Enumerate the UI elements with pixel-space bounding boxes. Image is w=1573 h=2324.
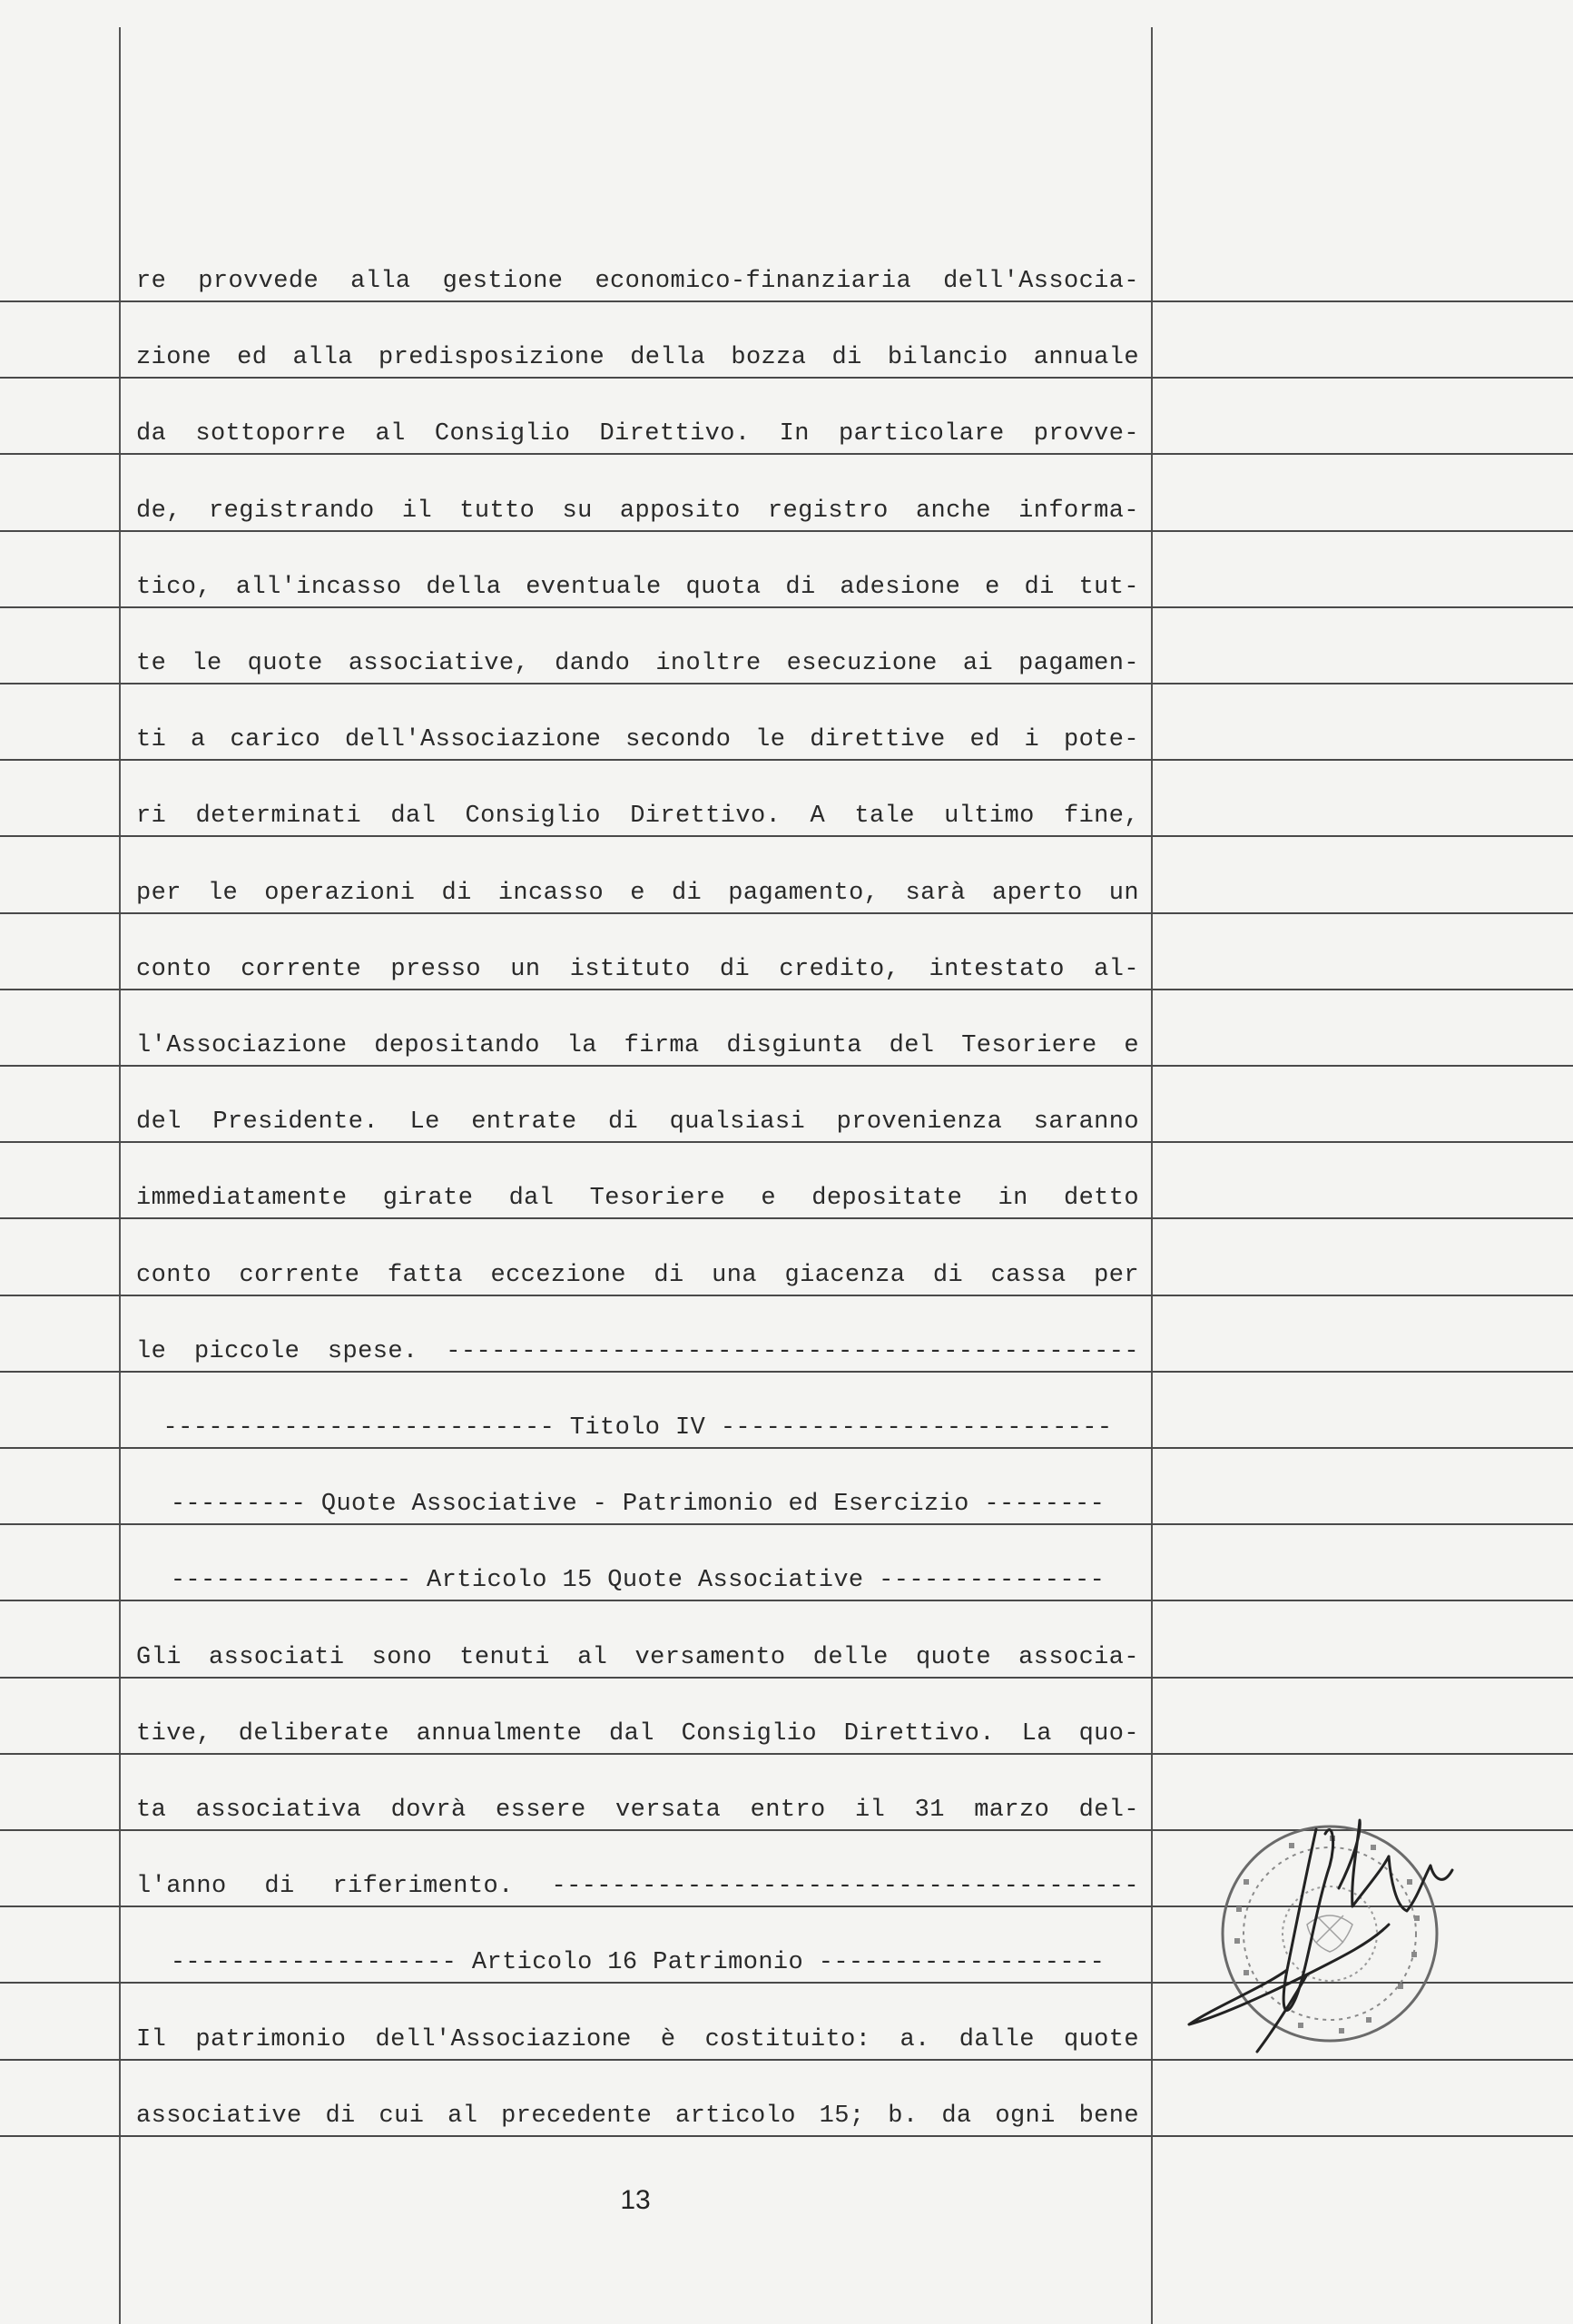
ruled-line: [0, 759, 1573, 761]
document-text-line: zione ed alla predisposizione della bozza di bilancio annuale: [136, 344, 1139, 372]
document-text-line: da sottoporre al Consiglio Direttivo. In particolare provve-: [136, 420, 1139, 448]
ruled-line: [0, 1141, 1573, 1143]
document-text-line: del Presidente. Le entrate di qualsiasi provenienza saranno: [136, 1108, 1139, 1137]
document-text-line: ta associativa dovrà essere versata entro il 31 marzo del-: [136, 1797, 1139, 1824]
document-text-line: -------------------------- Titolo IV --------------------------: [162, 1414, 1113, 1442]
ruled-line: [0, 683, 1573, 684]
document-text-line: Il patrimonio dell'Associazione è costituito: a. dalle quote: [136, 2025, 1139, 2053]
document-text-line: re provvede alla gestione economico-finanziaria dell'Associa-: [136, 268, 1139, 295]
ruled-line: [0, 606, 1573, 608]
document-text-line: ri determinati dal Consiglio Direttivo. A tale ultimo fine,: [136, 803, 1139, 831]
document-text-line: ---------------- Articolo 15 Quote Associative ---------------: [170, 1567, 1106, 1595]
document-text-line: l'anno di riferimento. ---------------------------------------: [136, 1873, 1139, 1901]
ruled-line: [0, 1447, 1573, 1449]
ruled-line: [0, 835, 1573, 837]
document-text-line: tico, all'incasso della eventuale quota di adesione e di tut-: [136, 573, 1139, 601]
document-text-line: --------- Quote Associative - Patrimonio ed Esercizio --------: [170, 1491, 1106, 1519]
ruled-line: [0, 1753, 1573, 1755]
ruled-line: [0, 530, 1573, 532]
document-text-line: associative di cui al precedente articolo 15; b. da ogni bene: [136, 2102, 1139, 2130]
ruled-line: [0, 453, 1573, 455]
ruled-line: [0, 989, 1573, 990]
ruled-line: [0, 1217, 1573, 1219]
ruled-line: [0, 377, 1573, 379]
ruled-line: [0, 1295, 1573, 1296]
document-text-line: l'Associazione depositando la firma disgiunta del Tesoriere e: [136, 1032, 1139, 1059]
document-text-line: conto corrente fatta eccezione di una giacenza di cassa per: [136, 1261, 1139, 1289]
notary-seal-and-signature: [1180, 1779, 1489, 2088]
document-text-line: te le quote associative, dando inoltre esecuzione ai pagamen-: [136, 650, 1139, 677]
document-text-line: tive, deliberate annualmente dal Consiglio Direttivo. La quo-: [136, 1719, 1139, 1748]
document-text-line: ti a carico dell'Associazione secondo le direttive ed i pote-: [136, 726, 1139, 754]
page-number: 13: [620, 2185, 651, 2215]
ruled-line: [0, 2135, 1573, 2137]
document-text-line: de, registrando il tutto su apposito registro anche informa-: [136, 497, 1139, 525]
left-margin-line: [119, 27, 121, 2324]
document-text-line: per le operazioni di incasso e di pagamento, sarà aperto un: [136, 879, 1139, 907]
right-margin-line: [1151, 27, 1153, 2324]
ruled-line: [0, 912, 1573, 914]
document-text-line: conto corrente presso un istituto di credito, intestato al-: [136, 955, 1139, 983]
ruled-line: [0, 1677, 1573, 1679]
document-text-line: le piccole spese. ----------------------------------------------: [136, 1337, 1139, 1365]
ruled-line: [0, 1523, 1573, 1525]
ruled-line: [0, 1600, 1573, 1601]
document-text-line: ------------------- Articolo 16 Patrimonio -------------------: [170, 1949, 1106, 1977]
ruled-line: [0, 300, 1573, 302]
document-text-line: Gli associati sono tenuti al versamento delle quote associa-: [136, 1643, 1139, 1671]
ruled-line: [0, 1065, 1573, 1067]
ruled-line: [0, 1371, 1573, 1373]
document-text-line: immediatamente girate dal Tesoriere e depositate in detto: [136, 1185, 1139, 1213]
